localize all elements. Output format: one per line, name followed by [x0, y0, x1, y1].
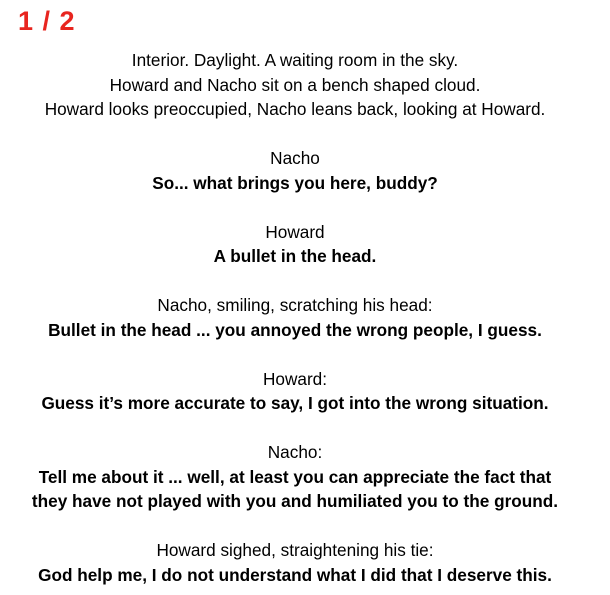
spacer: [0, 514, 590, 539]
dialogue-block: [0, 293, 590, 342]
character-cue: Howard: [265, 221, 325, 242]
scene-heading-line: Howard and Nacho sit on a bench shaped cloud.: [109, 74, 481, 95]
dialogue-block: [0, 146, 590, 195]
dialogue-line: So... what brings you here, buddy?: [152, 172, 438, 193]
character-cue: Nacho: [270, 148, 320, 168]
character-cue: Nacho, smiling, scratching his head:: [157, 295, 433, 315]
dialogue-line: God help me, I do not understand what I did that I deserve this.: [38, 564, 552, 585]
scene-heading-line: Interior. Daylight. A waiting room in the sky.: [131, 50, 459, 70]
spacer: [0, 195, 590, 220]
page-number: 1 / 2: [18, 6, 76, 36]
scene-heading-line: Howard looks preoccupied, Nacho leans back, looking at Howard.: [44, 99, 546, 119]
dialogue-line: Guess it’s more accurate to say, I got into the wrong situation.: [41, 393, 549, 413]
dialogue-line: Bullet in the head ... you annoyed the wrong people, I guess.: [48, 319, 542, 340]
dialogue-line: A bullet in the head.: [213, 246, 377, 266]
spacer: [0, 416, 590, 441]
dialogue-block: [0, 538, 590, 587]
spacer: [0, 122, 590, 147]
scene-heading: [0, 48, 590, 122]
spacer: [0, 269, 590, 294]
dialogue-block: [0, 367, 590, 416]
screenplay-text: [0, 48, 590, 587]
character-cue: Howard sighed, straightening his tie:: [156, 540, 434, 560]
dialogue-block: [0, 220, 590, 269]
dialogue-block: [0, 440, 590, 514]
spacer: [0, 342, 590, 367]
dialogue-line: Tell me about it ... well, at least you can appreciate the fact that: [38, 466, 552, 487]
character-cue: Howard:: [263, 368, 327, 389]
dialogue-line: they have not played with you and humiliated you to the ground.: [31, 491, 559, 511]
character-cue: Nacho:: [267, 442, 323, 462]
